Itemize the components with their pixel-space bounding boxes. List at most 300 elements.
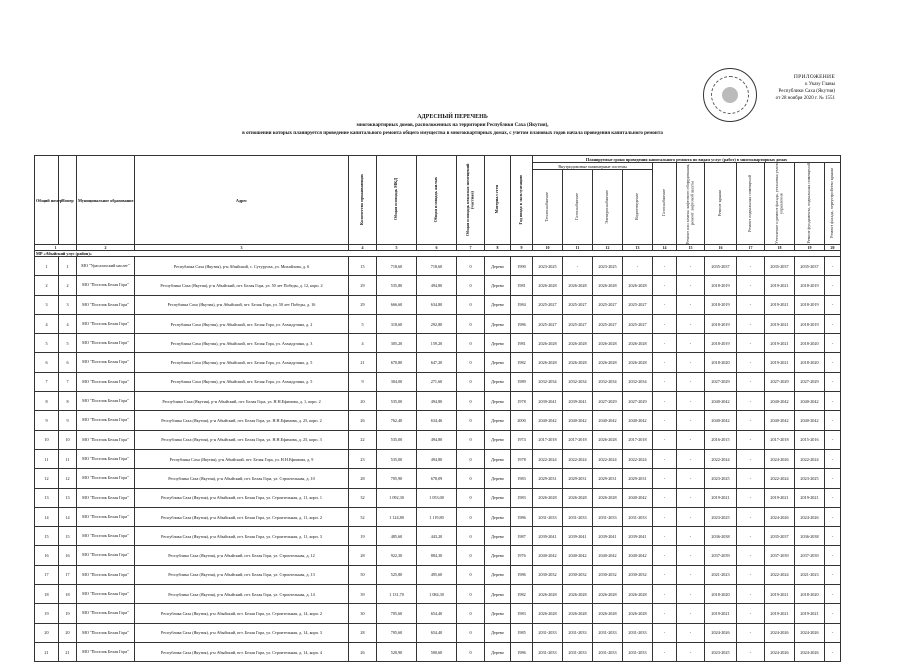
cell-facade-roof: - (825, 353, 841, 372)
cell-electricity: 2026-2028 (593, 585, 623, 604)
cell-foundation: 2040-2042 (795, 411, 825, 430)
cell-heat-supply: 2032-2034 (533, 372, 563, 391)
cell-facade-insulation: 2035-2037 (765, 257, 795, 276)
cell-wall-material: Дерево (485, 257, 511, 276)
cell-nonliving-area: 0 (457, 527, 485, 546)
cell-facade-roof: - (825, 507, 841, 526)
cell-roof: 2035-2037 (705, 257, 737, 276)
cell-drainage: 2026-2028 (623, 604, 653, 623)
header-wall-material: Материал стен (485, 156, 511, 245)
cell-number: 16 (59, 546, 77, 565)
cell-municipality: МО "Поселок Белая Гора" (77, 295, 135, 314)
cell-elevator: - (677, 353, 705, 372)
cell-roof: 2027-2029 (705, 372, 737, 391)
cell-wall-material: Дерево (485, 372, 511, 391)
cell-residents: 28 (349, 469, 377, 488)
cell-basement: - (737, 488, 765, 507)
cell-gas-supply: - (653, 488, 677, 507)
header-address: Адрес (135, 156, 349, 245)
cell-year-built: 1987 (511, 527, 533, 546)
cell-address: Республика Саха (Якутия), р-н Абыйский, пгт. Белая Гора, ул. Ахмадулина, д. 5 (135, 353, 349, 372)
cell-foundation: 2019-2021 (795, 604, 825, 623)
cell-year-built: 1978 (511, 449, 533, 468)
cell-residents: 52 (349, 507, 377, 526)
cell-electricity: 2026-2028 (593, 430, 623, 449)
cell-facade-roof: - (825, 585, 841, 604)
cell-total-area: 525,80 (377, 565, 417, 584)
cell-residents: 4 (349, 334, 377, 353)
cell-number: 6 (59, 353, 77, 372)
cell-electricity: 2031-2033 (593, 507, 623, 526)
cell-year-built: 1984 (511, 295, 533, 314)
cell-foundation: 2019-2021 (795, 488, 825, 507)
cell-living-area: 1 053,00 (417, 488, 457, 507)
cell-facade-insulation: 2027-2029 (765, 372, 795, 391)
table-row (35, 623, 841, 642)
cell-general-number: 17 (35, 565, 59, 584)
cell-living-area: 647,20 (417, 353, 457, 372)
cell-total-area: 705,60 (377, 604, 417, 623)
cell-electricity: 2025-2027 (593, 295, 623, 314)
appendix-line-2: Республики Саха (Якутия) (778, 89, 835, 94)
cell-wall-material: Дерево (485, 411, 511, 430)
cell-address: Республика Саха (Якутия), р-н Абыйский, пгт. Белая Гора, ул. Строительная, д. 13 (135, 565, 349, 584)
cell-general-number: 4 (35, 314, 59, 333)
header-total-area: Общая площадь МКД (377, 156, 417, 245)
cell-gas-supply: - (653, 604, 677, 623)
cell-electricity: 2026-2028 (593, 353, 623, 372)
cell-address: Республика Саха (Якутия), р-н Абыйский, пгт. Белая Гора, ул. Строительная, д. 10 (135, 469, 349, 488)
cell-facade-roof: - (825, 372, 841, 391)
cell-municipality: МО "Поселок Белая Гора" (77, 372, 135, 391)
cell-foundation: 2018-2020 (795, 585, 825, 604)
column-number: 18 (765, 245, 795, 251)
cell-number: 9 (59, 411, 77, 430)
appendix-line-3: от 28 ноября 2020 г. № 1551 (775, 96, 835, 101)
cell-elevator: - (677, 334, 705, 353)
cell-gas-supply: - (653, 295, 677, 314)
document-title: АДРЕСНЫЙ ПЕРЕЧЕНЬ (417, 114, 488, 120)
cell-general-number: 10 (35, 430, 59, 449)
cell-facade-insulation: 2019-2021 (765, 295, 795, 314)
cell-nonliving-area: 0 (457, 314, 485, 333)
cell-total-area: 718,60 (377, 257, 417, 276)
cell-general-number: 14 (35, 507, 59, 526)
cell-wall-material: Дерево (485, 276, 511, 295)
cell-municipality: МО "Поселок Белая Гора" (77, 469, 135, 488)
column-number: 16 (705, 245, 737, 251)
cell-address: Республика Саха (Якутия), р-н Абыйский, пгт. Белая Гора, ул. 50 лет Победы, д. 16 (135, 295, 349, 314)
cell-elevator: - (677, 276, 705, 295)
header-number: Номер (59, 156, 77, 245)
cell-roof: 2023-2025 (705, 642, 737, 661)
cell-drainage: 2026-2028 (623, 334, 653, 353)
cell-elevator: - (677, 372, 705, 391)
cell-living-area: 1 119,80 (417, 507, 457, 526)
cell-foundation: 2015-2016 (795, 430, 825, 449)
cell-basement: - (737, 430, 765, 449)
cell-gas-supply: - (653, 334, 677, 353)
column-number: 9 (511, 245, 533, 251)
cell-address: Республика Саха (Якутия), р-н Абыйский, с. Сутуруоха, ул. Михайлова, д. 6 (135, 257, 349, 276)
column-number: 19 (795, 245, 825, 251)
cell-gas-supply: - (653, 411, 677, 430)
cell-total-area: 304,00 (377, 372, 417, 391)
cell-number: 19 (59, 604, 77, 623)
cell-nonliving-area: 0 (457, 276, 485, 295)
appendix-note (776, 74, 835, 102)
cell-address: Республика Саха (Якутия), р-н Абыйский, пгт. Белая Гора, ул. Строительная, д. 11, корп. 3 (135, 527, 349, 546)
cell-drainage: 2031-2033 (623, 507, 653, 526)
cell-total-area: 318,60 (377, 314, 417, 333)
cell-living-area: 634,46 (417, 411, 457, 430)
cell-municipality: МО "Поселок Белая Гора" (77, 507, 135, 526)
cell-total-area: 535,00 (377, 449, 417, 468)
cell-elevator: - (677, 604, 705, 623)
document-subtitle-2: в отношении которых планируется проведение капитального ремонта общего имущества в многоквартирных домах, с учетом плановых годов начала проведения капитального ремонта (242, 131, 663, 136)
cell-year-built: 1990 (511, 257, 533, 276)
cell-roof: 2024-2026 (705, 623, 737, 642)
cell-wall-material: Дерево (485, 469, 511, 488)
table-row (35, 546, 841, 565)
cell-electricity: 2040-2042 (593, 411, 623, 430)
cell-municipality: МО "Поселок Белая Гора" (77, 314, 135, 333)
cell-facade-roof: - (825, 469, 841, 488)
cell-gas-supply: - (653, 314, 677, 333)
cell-address: Республика Саха (Якутия), р-н Абыйский, пгт. Белая Гора, ул. Ахмадулина, д. 5 (135, 372, 349, 391)
cell-general-number: 6 (35, 353, 59, 372)
cell-elevator: - (677, 295, 705, 314)
cell-gas: 2032-2034 (563, 372, 593, 391)
table-row (35, 469, 841, 488)
cell-number: 14 (59, 507, 77, 526)
cell-number: 15 (59, 527, 77, 546)
cell-total-area: 670,80 (377, 353, 417, 372)
cell-number: 4 (59, 314, 77, 333)
column-number: 14 (653, 245, 677, 251)
cell-drainage: 2025-2027 (623, 314, 653, 333)
cell-living-area: 494,80 (417, 449, 457, 468)
cell-address: Республика Саха (Якутия), р-н Абыйский, пгт. Белая Гора, ул. Строительная, д. 11, корп. 1 (135, 488, 349, 507)
cell-address: Республика Саха (Якутия), р-н Абыйский, пгт. Белая Гора, ул. Строительная, д. 14, корп. 3 (135, 623, 349, 642)
cell-address: Республика Саха (Якутия), р-н Абыйский, пгт. Белая Гора, ул. Н.Н.Ефимова, д. 25, корп. 3 (135, 430, 349, 449)
cell-municipality: МО "Поселок Белая Гора" (77, 565, 135, 584)
cell-drainage: 2026-2028 (623, 585, 653, 604)
cell-number: 5 (59, 334, 77, 353)
cell-heat-supply: 2025-2027 (533, 295, 563, 314)
cell-year-built: 1986 (511, 642, 533, 661)
cell-drainage: 2017-2018 (623, 430, 653, 449)
cell-elevator: - (677, 449, 705, 468)
cell-number: 21 (59, 642, 77, 661)
column-number: 10 (533, 245, 563, 251)
cell-gas: 2031-2033 (563, 507, 593, 526)
cell-electricity: 2023-2025 (593, 257, 623, 276)
cell-residents: 28 (349, 546, 377, 565)
cell-general-number: 2 (35, 276, 59, 295)
cell-foundation: 2035-2037 (795, 257, 825, 276)
cell-residents: 22 (349, 430, 377, 449)
cell-facade-roof: - (825, 276, 841, 295)
cell-residents: 9 (349, 372, 377, 391)
header-planned-repair-terms: Планируемые сроки проведения капитального ремонта по видам услуг (работ) в многоквартирных домах (533, 156, 841, 163)
cell-gas-supply: - (653, 507, 677, 526)
cell-elevator: - (677, 507, 705, 526)
cell-gas-supply: - (653, 449, 677, 468)
cell-basement: - (737, 469, 765, 488)
cell-gas: 2030-2032 (563, 565, 593, 584)
cell-basement: - (737, 411, 765, 430)
cell-facade-roof: - (825, 623, 841, 642)
table-row (35, 507, 841, 526)
cell-heat-supply: 2025-2027 (533, 314, 563, 333)
cell-facade-roof: - (825, 257, 841, 276)
cell-municipality: МО "Поселок Белая Гора" (77, 276, 135, 295)
cell-municipality: МО "Поселок Белая Гора" (77, 642, 135, 661)
cell-basement: - (737, 565, 765, 584)
cell-roof: 2018-2019 (705, 295, 737, 314)
cell-total-area: 1 092,30 (377, 488, 417, 507)
cell-wall-material: Дерево (485, 392, 511, 411)
header-gas: Газоснабжение (563, 170, 593, 245)
cell-basement: - (737, 449, 765, 468)
cell-foundation: 2024-2026 (795, 507, 825, 526)
cell-general-number: 5 (35, 334, 59, 353)
cell-nonliving-area: 0 (457, 411, 485, 430)
cell-wall-material: Дерево (485, 353, 511, 372)
cell-living-area: 634,80 (417, 295, 457, 314)
cell-electricity: 2031-2033 (593, 642, 623, 661)
cell-general-number: 3 (35, 295, 59, 314)
cell-residents: 28 (349, 623, 377, 642)
cell-wall-material: Дерево (485, 449, 511, 468)
cell-roof: 2018-2020 (705, 585, 737, 604)
cell-facade-roof: - (825, 604, 841, 623)
cell-roof: 2036-2038 (705, 527, 737, 546)
cell-gas: - (563, 257, 593, 276)
cell-elevator: - (677, 546, 705, 565)
cell-address: Республика Саха (Якутия), р-н Абыйский, пгт. Белая Гора, ул. Н.Н.Ефимова, д. 1, корп. 2 (135, 392, 349, 411)
cell-address: Республика Саха (Якутия), р-н Абыйский, пгт. Белая Гора, ул. Н.Н.Ефимова, д. 25, корп. 2 (135, 411, 349, 430)
cell-year-built: 1981 (511, 334, 533, 353)
cell-nonliving-area: 0 (457, 353, 485, 372)
cell-address: Республика Саха (Якутия), р-н Абыйский, пгт. Белая Гора, ул. Строительная, д. 14, корп. 2 (135, 604, 349, 623)
cell-gas-supply: - (653, 546, 677, 565)
cell-residents: 32 (349, 488, 377, 507)
cell-living-area: 494,80 (417, 430, 457, 449)
table-row (35, 392, 841, 411)
cell-gas: 2039-2041 (563, 527, 593, 546)
cell-year-built: 2000 (511, 411, 533, 430)
cell-year-built: 1976 (511, 546, 533, 565)
cell-facade-insulation: 2040-2042 (765, 411, 795, 430)
cell-roof: 2037-2039 (705, 546, 737, 565)
cell-nonliving-area: 0 (457, 295, 485, 314)
cell-number: 7 (59, 372, 77, 391)
cell-gas: 2026-2028 (563, 488, 593, 507)
cell-year-built: 1983 (511, 604, 533, 623)
cell-nonliving-area: 0 (457, 372, 485, 391)
cell-nonliving-area: 0 (457, 623, 485, 642)
cell-drainage: - (623, 257, 653, 276)
cell-facade-insulation: 2037-2039 (765, 546, 795, 565)
table-row (35, 411, 841, 430)
cell-residents: 20 (349, 392, 377, 411)
cell-total-area: 705,90 (377, 469, 417, 488)
header-drainage: Водоотведение (623, 170, 653, 245)
cell-drainage: 2029-2031 (623, 469, 653, 488)
cell-number: 20 (59, 623, 77, 642)
cell-nonliving-area: 0 (457, 449, 485, 468)
cell-elevator: - (677, 314, 705, 333)
cell-basement: - (737, 295, 765, 314)
cell-basement: - (737, 372, 765, 391)
cell-heat-supply: 2026-2028 (533, 276, 563, 295)
cell-number: 17 (59, 565, 77, 584)
cell-residents: 26 (349, 411, 377, 430)
cell-facade-roof: - (825, 411, 841, 430)
column-number: 1 (35, 245, 77, 251)
cell-foundation: 2022-2024 (795, 449, 825, 468)
cell-electricity: 2031-2033 (593, 623, 623, 642)
cell-total-area: 922,30 (377, 546, 417, 565)
cell-year-built: 1974 (511, 430, 533, 449)
cell-facade-roof: - (825, 488, 841, 507)
cell-gas-supply: - (653, 469, 677, 488)
group-label: МР «Абыйский улус (район)» (35, 251, 841, 257)
cell-general-number: 7 (35, 372, 59, 391)
cell-gas: 2025-2027 (563, 314, 593, 333)
cell-basement: - (737, 527, 765, 546)
cell-general-number: 8 (35, 392, 59, 411)
cell-year-built: 1982 (511, 585, 533, 604)
cell-municipality: МО "Поселок Белая Гора" (77, 604, 135, 623)
cell-heat-supply: 2039-2041 (533, 392, 563, 411)
cell-drainage: 2039-2041 (623, 527, 653, 546)
cell-nonliving-area: 0 (457, 334, 485, 353)
cell-address: Республика Саха (Якутия), р-н Абыйский, пгт. Белая Гора, ул. Строительная, д. 12 (135, 546, 349, 565)
cell-electricity: 2025-2027 (593, 314, 623, 333)
cell-foundation: 2040-2042 (795, 392, 825, 411)
cell-total-area: 1 131,70 (377, 585, 417, 604)
cell-heat-supply: 2031-2033 (533, 623, 563, 642)
header-electricity: Электроснабжение (593, 170, 623, 245)
cell-electricity: 2026-2028 (593, 488, 623, 507)
table-row (35, 642, 841, 661)
cell-wall-material: Дерево (485, 604, 511, 623)
cell-foundation: 2018-2019 (795, 295, 825, 314)
cell-facade-insulation: 2019-2021 (765, 314, 795, 333)
cell-gas: 2026-2028 (563, 585, 593, 604)
cell-total-area: 305,20 (377, 334, 417, 353)
cell-drainage: 2040-2042 (623, 546, 653, 565)
cell-year-built: 1983 (511, 488, 533, 507)
table-row (35, 353, 841, 372)
cell-nonliving-area: 0 (457, 392, 485, 411)
cell-foundation: 2018-2019 (795, 276, 825, 295)
table-row (35, 449, 841, 468)
cell-general-number: 16 (35, 546, 59, 565)
cell-basement: - (737, 604, 765, 623)
cell-drainage: 2032-2034 (623, 372, 653, 391)
cell-gas: 2017-2018 (563, 430, 593, 449)
cell-number: 3 (59, 295, 77, 314)
cell-number: 13 (59, 488, 77, 507)
cell-elevator: - (677, 585, 705, 604)
cell-facade-roof: - (825, 392, 841, 411)
cell-living-area: 292,80 (417, 314, 457, 333)
cell-number: 2 (59, 276, 77, 295)
cell-total-area: 535,00 (377, 430, 417, 449)
cell-gas: 2029-2031 (563, 469, 593, 488)
cell-nonliving-area: 0 (457, 604, 485, 623)
column-number: 6 (417, 245, 457, 251)
cell-roof: 2022-2024 (705, 449, 737, 468)
cell-facade-roof: - (825, 449, 841, 468)
cell-heat-supply: 2026-2028 (533, 604, 563, 623)
cell-facade-insulation: 2024-2026 (765, 623, 795, 642)
appendix-title: ПРИЛОЖЕНИЕ (793, 74, 835, 80)
cell-heat-supply: 2022-2024 (533, 449, 563, 468)
cell-roof: 2018-2019 (705, 334, 737, 353)
column-number: 8 (485, 245, 511, 251)
cell-wall-material: Дерево (485, 565, 511, 584)
header-engineering-systems: Внутридомовые инженерные системы (533, 163, 653, 170)
cell-drainage: 2030-2032 (623, 565, 653, 584)
cell-number: 10 (59, 430, 77, 449)
address-register-table (34, 155, 841, 662)
cell-gas-supply: - (653, 257, 677, 276)
cell-basement: - (737, 392, 765, 411)
cell-nonliving-area: 0 (457, 642, 485, 661)
cell-year-built: 1986 (511, 565, 533, 584)
column-number: 13 (623, 245, 653, 251)
cell-residents: 15 (349, 257, 377, 276)
cell-electricity: 2026-2028 (593, 334, 623, 353)
cell-roof: 2023-2025 (705, 507, 737, 526)
cell-number: 1 (59, 257, 77, 276)
cell-wall-material: Дерево (485, 488, 511, 507)
cell-drainage: 2040-2042 (623, 488, 653, 507)
cell-municipality: МО "Поселок Белая Гора" (77, 411, 135, 430)
cell-heat-supply: 2040-2042 (533, 411, 563, 430)
header-municipality: Муниципальное образование (77, 156, 135, 245)
cell-gas: 2040-2042 (563, 411, 593, 430)
cell-total-area: 705,60 (377, 623, 417, 642)
table-row (35, 585, 841, 604)
cell-gas-supply: - (653, 623, 677, 642)
cell-electricity: 2022-2024 (593, 449, 623, 468)
cell-wall-material: Дерево (485, 430, 511, 449)
table-row (35, 295, 841, 314)
cell-basement: - (737, 257, 765, 276)
cell-gas-supply: - (653, 372, 677, 391)
cell-number: 8 (59, 392, 77, 411)
cell-electricity: 2032-2034 (593, 372, 623, 391)
cell-heat-supply: 2026-2028 (533, 334, 563, 353)
table-row (35, 565, 841, 584)
cell-roof: 2023-2025 (705, 469, 737, 488)
cell-heat-supply: 2017-2018 (533, 430, 563, 449)
cell-nonliving-area: 0 (457, 565, 485, 584)
cell-facade-insulation: 2024-2026 (765, 642, 795, 661)
cell-facade-insulation: 2019-2021 (765, 334, 795, 353)
column-number: 7 (457, 245, 485, 251)
cell-municipality: МО "Поселок Белая Гора" (77, 392, 135, 411)
cell-address: Республика Саха (Якутия), р-н Абыйский, пгт. Белая Гора, ул. 50 лет Победы, д. 12, корп. 2 (135, 276, 349, 295)
cell-gas-supply: - (653, 430, 677, 449)
cell-heat-supply: 2031-2033 (533, 507, 563, 526)
